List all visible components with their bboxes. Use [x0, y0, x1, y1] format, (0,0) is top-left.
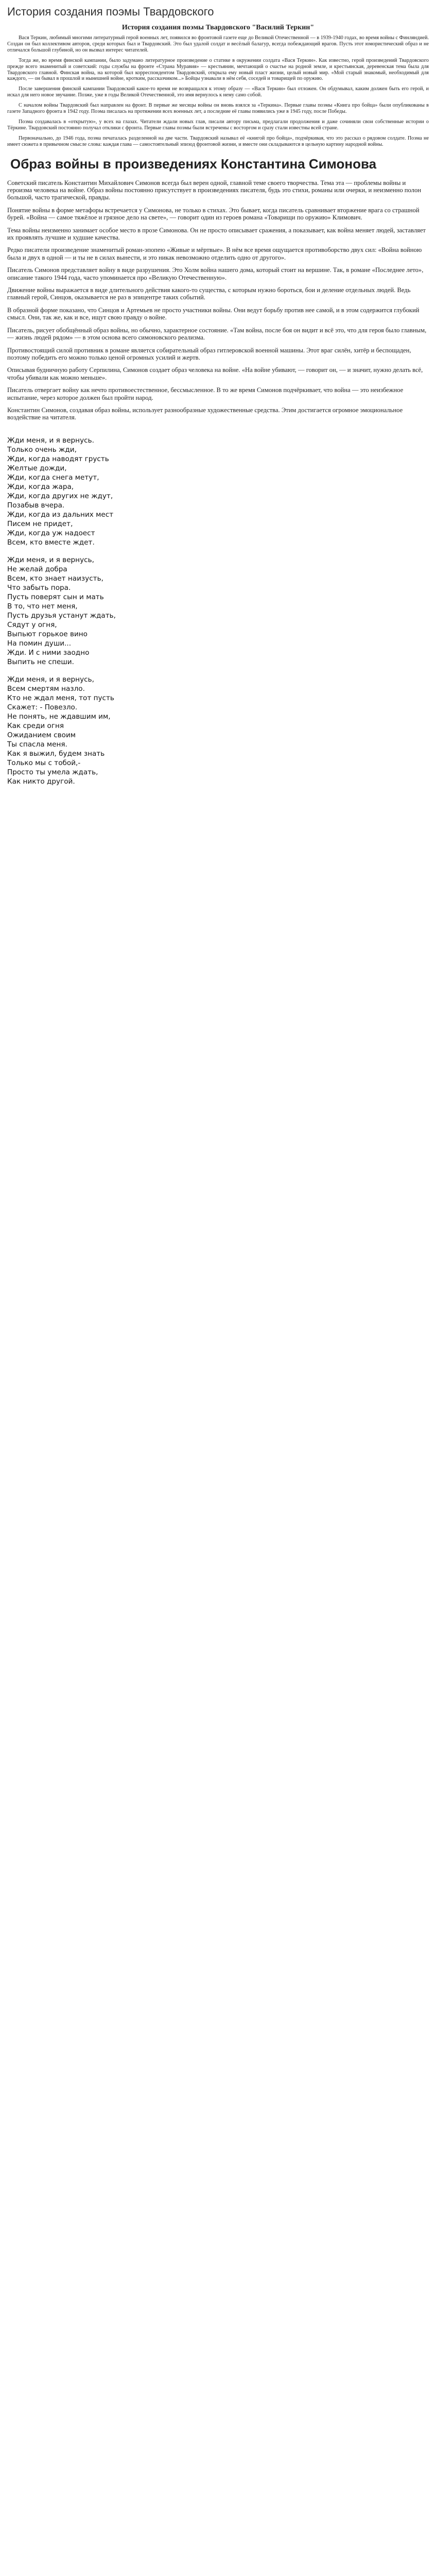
- poem-line: Жди меня, и я вернусь,: [7, 675, 94, 684]
- article-paragraph: Первоначально, до 1946 года, поэма печаталась разделенной на две части. Твардовский называл её «книгой про бойца», подчёркивая, что это рассказ о рядовом солдате. Поэма не имеет сюжета в привычном смысле слова: каждая глава — самостоятельный эпизод фронтовой жизни, и вместе они складываются в цельную картину народной войны.: [7, 135, 429, 147]
- poem-line: Как никто другой.: [7, 777, 75, 786]
- poem-line: Не понять, не ждавшим им,: [7, 712, 111, 721]
- poem-line: Ты спасла меня.: [7, 740, 67, 749]
- poem: [7, 436, 429, 786]
- poem-line: Пусть друзья устанут ждать,: [7, 611, 116, 620]
- poem-line: Пусть поверят сын и мать: [7, 592, 104, 601]
- section-paragraph: Понятие войны в форме метафоры встречается у Симонова, не только в стихах. Это бывает, когда писатель сравнивает вторжение врага со страшной бурей. «Война — самое тяжёлое и грязное дело на свете», — говорит один из героев романа «Товарищи по оружию» Климович.: [7, 206, 420, 222]
- section-paragraph: Советский писатель Константин Михайлович Симонов всегда был верен одной, главной теме своего творчества. Тема эта — проблемы войны и героизма человека на войне. Образ войны постоянно присутствует в произведениях писателя, будь это стихи, романы или очерки, и неизменно полон большой, часто трагической, правды.: [7, 179, 421, 201]
- poem-line: Всем, кто вместе ждет.: [7, 538, 95, 547]
- section-paragraph: Движение войны выражается в виде длительного действия какого-то существа, с которым нужно бороться, бои и деление отдельных людей. Ведь главный герой, Синцов, оказывается не раз в эпицентре таких событий.: [7, 286, 411, 301]
- poem-line: Жди, когда снега метут,: [7, 473, 99, 482]
- poem-line: Всем смертям назло.: [7, 684, 85, 693]
- poem-line: Скажет: - Повезло.: [7, 703, 78, 711]
- article-title: История создания поэмы Твардовского "Василий Теркин": [121, 24, 315, 31]
- poem-line: Просто ты умела ждать,: [7, 768, 98, 776]
- poem-line: Жди. И с ними заодно: [7, 648, 90, 657]
- poem-line: Жди, когда уж надоест: [7, 529, 95, 537]
- section-paragraph: Писатель Симонов представляет войну в виде разрушения. Это Холм война нашего дома, который стоит на вершине. Так, в романе «Последнее лето», описание такого 1944 года, часто упоминается про «Великую Отечественную».: [7, 266, 424, 281]
- article-section: [7, 24, 429, 148]
- poem-line: Выпьют горькое вино: [7, 630, 88, 638]
- poem-stanza: [7, 436, 429, 547]
- poem-line: В то, что нет меня,: [7, 602, 78, 611]
- poem-line: Жди, когда из дальних мест: [7, 510, 114, 519]
- section-heading: Образ войны в произведениях Константина Симонова: [10, 156, 377, 172]
- poem-line: Не желай добра: [7, 565, 67, 573]
- poem-line: Как я выжил, будем знать: [7, 749, 105, 758]
- poem-line: Жди меня, и я вернусь,: [7, 555, 94, 564]
- poem-line: Жди, когда жара,: [7, 482, 74, 491]
- article-paragraph: Поэма создавалась в «открытую», у всех на глазах. Читатели ждали новых глав, писали автору письма, предлагали продолжения и даже сочиняли свои собственные истории о Тёркине. Твардовский постоянно получал отклики с фронта. Первые главы поэмы были встречены с восторгом и сразу стали известны всей стране.: [7, 118, 429, 131]
- section-paragraph: Противостоящий силой противник в романе является собирательный образ гитлеровской военной машины. Этот враг силён, хитёр и беспощаден, поэтому победить его можно только ценой огромных усилий и жертв.: [7, 346, 411, 361]
- section-paragraph: Константин Симонов, создавая образ войны, использует разнообразные художественные средства. Этим достигается огромное эмоциональное воздействие на читателя.: [7, 406, 403, 421]
- poem-line: Желтые дожди,: [7, 464, 67, 472]
- section-paragraph: Писатель, рисует обобщённый образ войны, но обычно, характерное состояние. «Там война, после боя он видит и всё это, что для героя было главным, — жизнь людей рядом» — в этом основа всего симоновского реализма.: [7, 326, 427, 342]
- poem-line: Писем не придет,: [7, 519, 73, 528]
- section-paragraph: Описывая будничную работу Серпилина, Симонов создает образ человека на войне. «На войне убивают, — говорит он, — и значит, нужно делать всё, чтобы убивали как можно меньше».: [7, 366, 423, 381]
- poem-line: Что забыть пора.: [7, 583, 71, 592]
- poem-line: Ожиданием своим: [7, 731, 76, 739]
- article-paragraph: Тогда же, во время финской кампании, было задумано литературное произведение о статике в окружении солдата «Вася Теркин». Как известно, герой произведений Твардовского прежде всего знаменитый и советский: годы службы на фронте «Страна Муравия» — крестьянин, мечтающий о счастье на родной земле, и крестьянская, деревенская тема была для Твардовского главной. Финская война, на которой был корреспондентом Твардовский, открыла ему новый пласт жизни, целый новый мир. «Мой старый знакомый, необходимый для каждого, — он бывал в прошлой и нынешней войне, кротким, рассказчиком...» Бойцы узнавали в нём себя, соседей и товарищей по оружию.: [7, 57, 429, 82]
- section-paragraph: Тема войны неизменно занимает особое место в прозе Симонова. Он не просто описывает сражения, а показывает, как война меняет людей, заставляет их проявлять лучшие и худшие качества.: [7, 226, 426, 242]
- poem-line: Как среди огня: [7, 721, 64, 730]
- poem-line: Только мы с тобой,-: [7, 758, 81, 767]
- section-paragraph: Редко писатели произведение знаменитый роман-эпопею «Живые и мёртвые». В нём все время ощущается противоборство двух сил: «Война войною была и двух в одной — и ты не в силах вынести, и это никак невозможно отделить одно от другого».: [7, 246, 422, 261]
- poem-line: На помин души...: [7, 639, 72, 648]
- section-paragraph: Писатель отвергает войну как нечто противоестественное, бессмысленное. В то же время Симонов подчёркивает, что война — это неизбежное испытание, через которое должен был пройти народ.: [7, 386, 404, 401]
- poem-line: Кто не ждал меня, тот пусть: [7, 693, 114, 702]
- poem-line: Жди, когда других не ждут,: [7, 492, 113, 500]
- poem-stanza: [7, 555, 429, 667]
- article-paragraph: С началом войны Твардовский был направлен на фронт. В первые же месяцы войны он вновь взялся за «Теркина». Первые главы поэмы «Книга про бойца» были опубликованы в газете Западного фронта в 1942 году. Поэма писалась на протяжении всех военных лет, а последние её главы появились уже в 1945 году, после Победы.: [7, 103, 429, 115]
- poem-stanza: [7, 675, 429, 786]
- poem-line: Сядут у огня,: [7, 620, 57, 629]
- poem-line: Жди, когда наводят грусть: [7, 454, 109, 463]
- poem-line: Жди меня, и я вернусь.: [7, 436, 94, 445]
- section-paragraph: В образной форме показано, что Синцов и Артемьев не просто участники войны. Они ведут борьбу против нее самой, и в этом содержится глубокий смысл. Они, так же, как и все, ищут свою правду о войне.: [7, 306, 420, 321]
- article-paragraph: Вася Теркин, любимый многими литературный герой военных лет, появился во фронтовой газете еще до Великой Отечественной — в 1939-1940 годах, во время войны с Финляндией. Создан он был коллективом авторов, среди которых был и Твардовский. Это был удалой солдат и весёлый балагур, всегда побеждающий врагов. Пусть этот юмористический образ и не отличался большой глубиной, но он вызвал интерес читателей.: [7, 35, 429, 53]
- poem-line: Выпить не спеши.: [7, 657, 74, 666]
- poem-line: Всем, кто знает наизусть,: [7, 574, 103, 583]
- article-paragraph: После завершения финской кампании Твардовский какое-то время не возвращался к этому образу — «Вася Теркин» был отложен. Он обдумывал, каким должен быть его герой, и искал для него новое звучание. Позже, уже в годы Великой Отечественной, это имя вернулось к нему само собой.: [7, 86, 429, 98]
- poem-line: Позабыв вчера.: [7, 501, 65, 510]
- poem-line: Только очень жди,: [7, 445, 77, 454]
- simonov-section: [7, 156, 429, 421]
- page-title: История создания поэмы Твардовского: [7, 5, 214, 18]
